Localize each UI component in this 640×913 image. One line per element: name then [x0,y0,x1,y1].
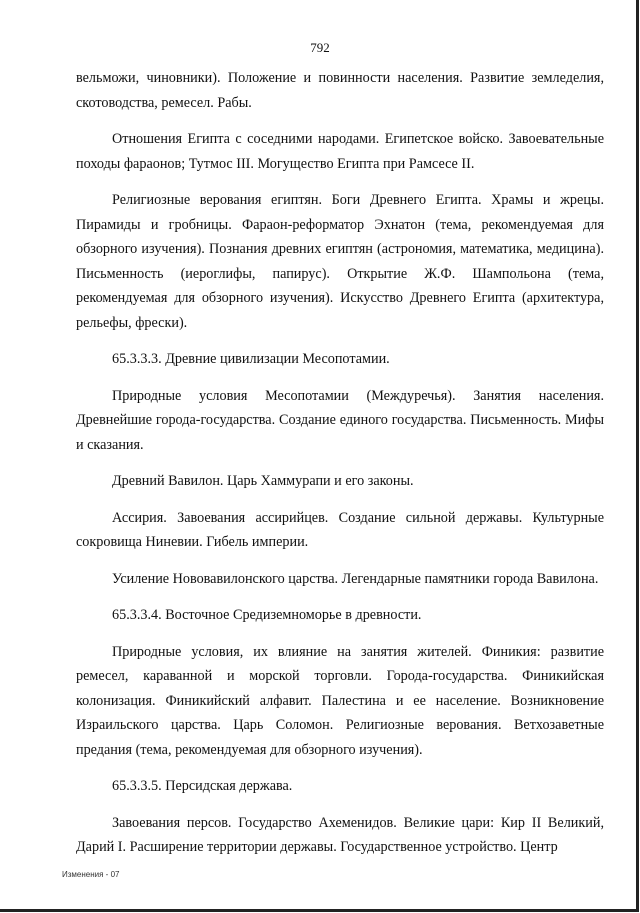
section-heading: 65.3.3.3. Древние цивилизации Месопотамии. [112,351,390,367]
paragraph: Древний Вавилон. Царь Хаммурапи и его законы. [112,473,414,489]
paragraph: Усиление Нововавилонского царства. Легендарные памятники города Вавилона. [112,570,599,587]
paragraph: Завоевания персов. Государство Ахеменидов. Великие цари: Кир II Великий, Дарий I. Расширение территории державы. Государственное устройство. Центр [76,814,604,855]
paragraph: Природные условия Месопотамии (Междуречья). Занятия населения. Древнейшие города-государства. Создание единого государства. Письменность. Мифы и сказания. [76,387,604,453]
page-footer: Изменения - 07 [62,870,120,879]
paragraph: Отношения Египта с соседними народами. Египетское войско. Завоевательные походы фараонов; Тутмос III. Могущество Египта при Рамсесе II. [76,131,604,172]
paragraph: Религиозные верования египтян. Боги Древнего Египта. Храмы и жрецы. Пирамиды и гробницы. Фараон-реформатор Эхнатон (тема, рекомендуемая для обзорного изучения). Познания древних египтян (астрономия, математика, медицина). Письменность (иероглифы, папирус). Открытие Ж.Ф. Шампольона (тема, рекомендуемая для обзорного изучения). Искусство Древнего Египта (архитектура, рельефы, фрески). [76,192,604,331]
section-heading: 65.3.3.5. Персидская держава. [112,778,293,794]
paragraph: вельможи, чиновники). Положение и повинности населения. Развитие земледелия, скотоводства, ремесел. Рабы. [76,70,604,111]
paragraph: Природные условия, их влияние на занятия жителей. Финикия: развитие ремесел, караванной и морской торговли. Города-государства. Финикийская колонизация. Финикийский алфавит. Палестина и ее население. Возникновение Израильского царства. Царь Соломон. Религиозные верования. Ветхозаветные предания (тема, рекомендуемая для обзорного изучения). [76,643,604,758]
page-number: 792 [310,40,330,55]
document-body [76,66,604,872]
paragraph: Ассирия. Завоевания ассирийцев. Создание сильной державы. Культурные сокровища Ниневии. Гибель империи. [76,509,604,550]
section-heading: 65.3.3.4. Восточное Средиземноморье в древности. [112,607,422,623]
